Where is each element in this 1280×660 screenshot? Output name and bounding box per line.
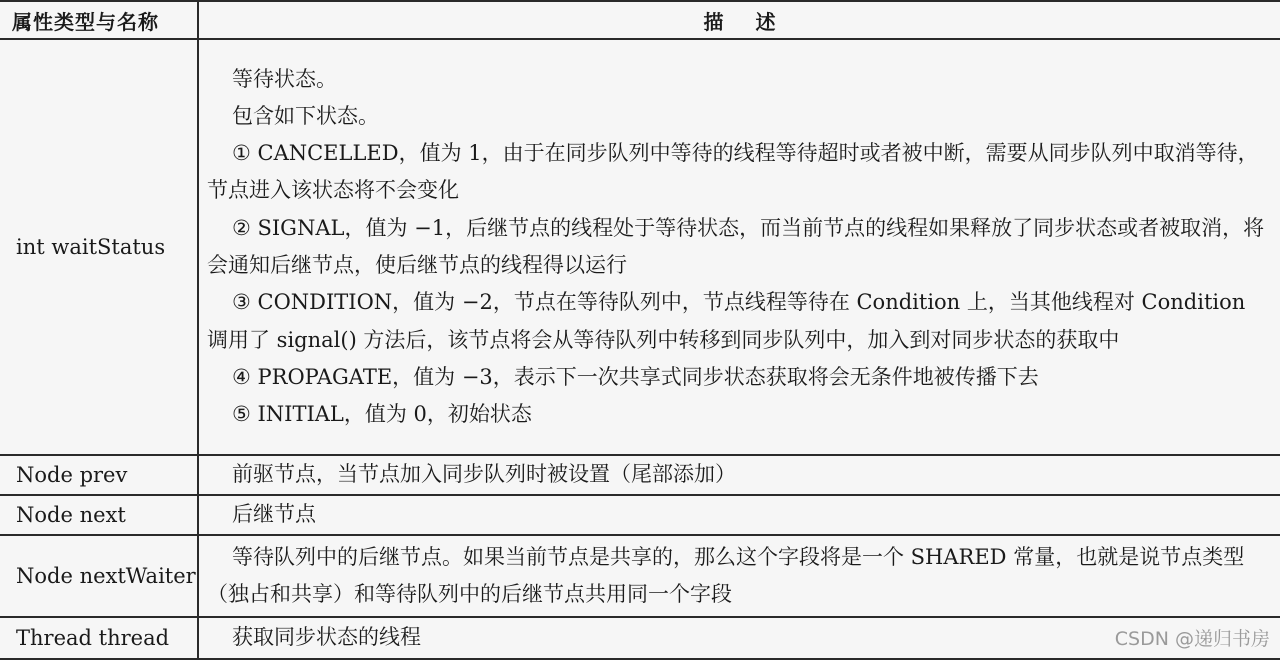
row-description bbox=[198, 455, 1280, 495]
table-header-row bbox=[0, 1, 1280, 39]
header-name: 属性类型与名称 bbox=[0, 1, 198, 39]
table-row bbox=[0, 535, 1280, 617]
watermark: CSDN @递归书房 bbox=[1114, 628, 1270, 650]
table-row bbox=[0, 39, 1280, 455]
row-name: Node nextWaiter bbox=[0, 535, 198, 617]
table-row bbox=[0, 455, 1280, 495]
table-row bbox=[0, 495, 1280, 535]
description-line: ② SIGNAL，值为 −1，后继节点的线程处于等待状态，而当前节点的线程如果释放了同步状态或者被取消，将会通知后继节点，使后继节点的线程得以运行 bbox=[207, 215, 1265, 277]
description-line: 前驱节点，当节点加入同步队列时被设置（尾部添加） bbox=[232, 462, 736, 487]
description-line: ④ PROPAGATE，值为 −3，表示下一次共享式同步状态获取将会无条件地被传播下去 bbox=[232, 364, 1039, 389]
table-row bbox=[0, 617, 1280, 659]
header-description bbox=[198, 1, 1280, 39]
description-line: ① CANCELLED，值为 1，由于在同步队列中等待的线程等待超时或者被中断，需要从同步队列中取消等待，节点进入该状态将不会变化 bbox=[207, 141, 1259, 203]
description-line: ⑤ INITIAL，值为 0，初始状态 bbox=[232, 402, 532, 427]
description-line: 包含如下状态。 bbox=[232, 103, 379, 128]
description-line: 后继节点 bbox=[232, 502, 316, 527]
description-line: 等待队列中的后继节点。如果当前节点是共享的，那么这个字段将是一个 SHARED 常量，也就是说节点类型（独占和共享）和等待队列中的后继节点共用同一个字段 bbox=[207, 544, 1245, 606]
description-line: 等待状态。 bbox=[232, 66, 337, 91]
row-name: Node prev bbox=[0, 455, 198, 495]
row-name: int waitStatus bbox=[0, 39, 198, 455]
description-line: 获取同步状态的线程 bbox=[232, 625, 421, 650]
row-description bbox=[198, 495, 1280, 535]
description-line: ③ CONDITION，值为 −2，节点在等待队列中，节点线程等待在 Condition 上，当其他线程对 Condition 调用了 signal() 方法后，该节点将会从等待队列中转移到同步队列中，加入到对同步状态的获取中 bbox=[207, 290, 1246, 352]
row-description bbox=[198, 535, 1280, 617]
header-description-text: 描述 bbox=[703, 9, 808, 34]
row-name: Node next bbox=[0, 495, 198, 535]
row-description bbox=[198, 39, 1280, 455]
row-name: Thread thread bbox=[0, 617, 198, 659]
